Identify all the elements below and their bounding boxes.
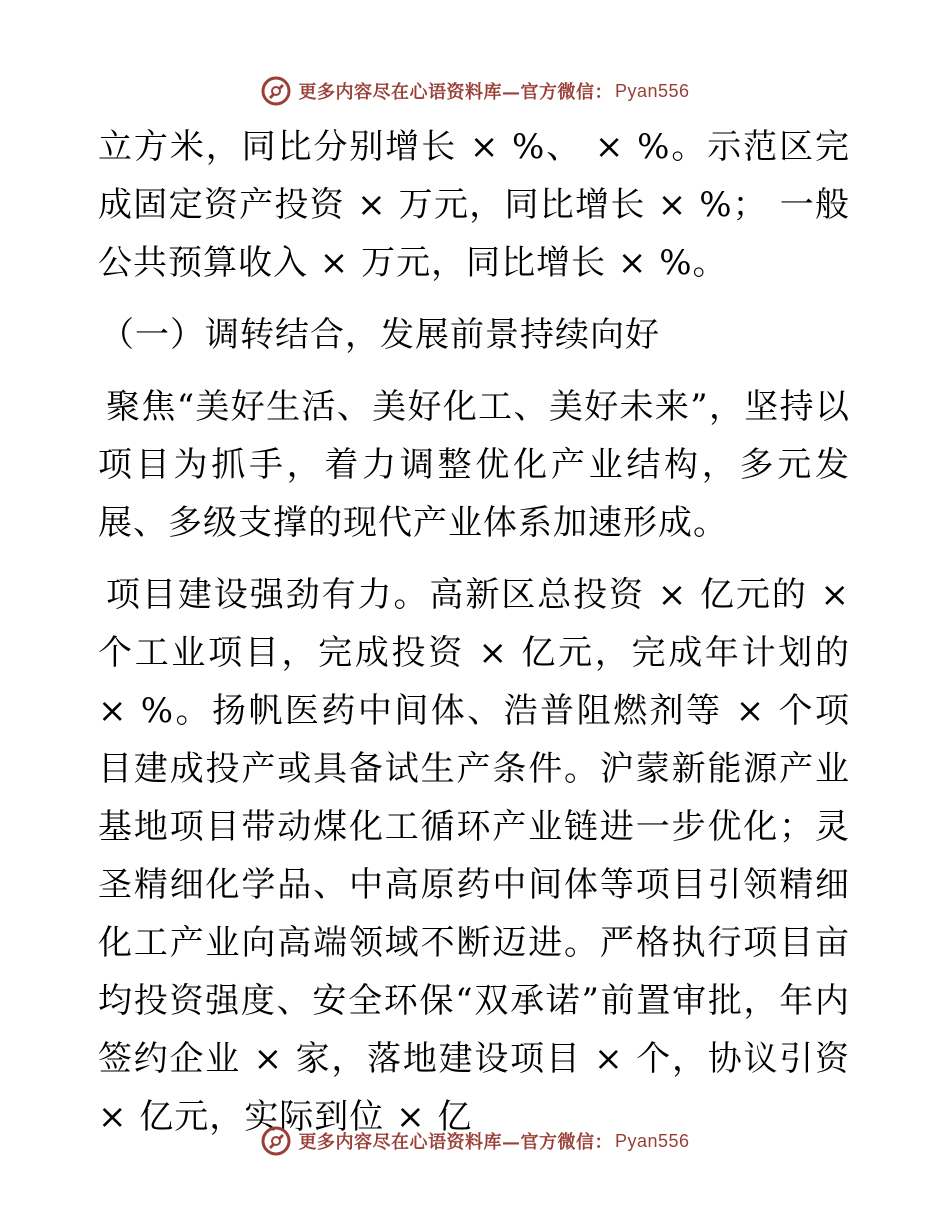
header-watermark — [0, 71, 950, 111]
watermark-handle: Pyan556 — [614, 80, 690, 101]
footer-watermark — [0, 1121, 950, 1161]
paragraph-intro: 立方米，同比分别增长 × %、 × %。示范区完成固定资产投资 × 万元，同比增长 × %； 一般公共预算收入 × 万元，同比增长 × %。 — [98, 127, 850, 283]
section-heading: （一）调转结合，发展前景持续向好 — [100, 315, 660, 355]
watermark-handle: Pyan556 — [614, 1130, 690, 1151]
watermark-text: 更多内容尽在心语资料库—官方微信： — [298, 82, 613, 103]
watermark-text: 更多内容尽在心语资料库—官方微信： — [298, 1132, 613, 1153]
paragraph-project-construction: 项目建设强劲有力。高新区总投资 × 亿元的 × 个工业项目，完成投资 × 亿元，完成年计划的 × %。扬帆医药中间体、浩普阻燃剂等 × 个项目建成投产或具备试生产条件。沪蒙新能源产业基地项目带动煤化工循环产业链进一步优化；灵圣精细化学品、中高原药中间体等项目引领精细化工产业向高端领域不断迈进。严格执行项目亩均投资强度、安全环保“双承诺”前置审批，年内签约企业 × 家，落地建设项目 × 个，协议引资 × 亿元，实际到位 × 亿 — [98, 575, 850, 1137]
watermark-logo-icon — [260, 75, 292, 107]
document-body — [98, 118, 850, 1146]
paragraph-focus: 聚焦“美好生活、美好化工、美好未来”，坚持以项目为抓手，着力调整优化产业结构，多元发展、多级支撑的现代产业体系加速形成。 — [98, 387, 850, 543]
watermark-logo-icon — [260, 1125, 292, 1157]
